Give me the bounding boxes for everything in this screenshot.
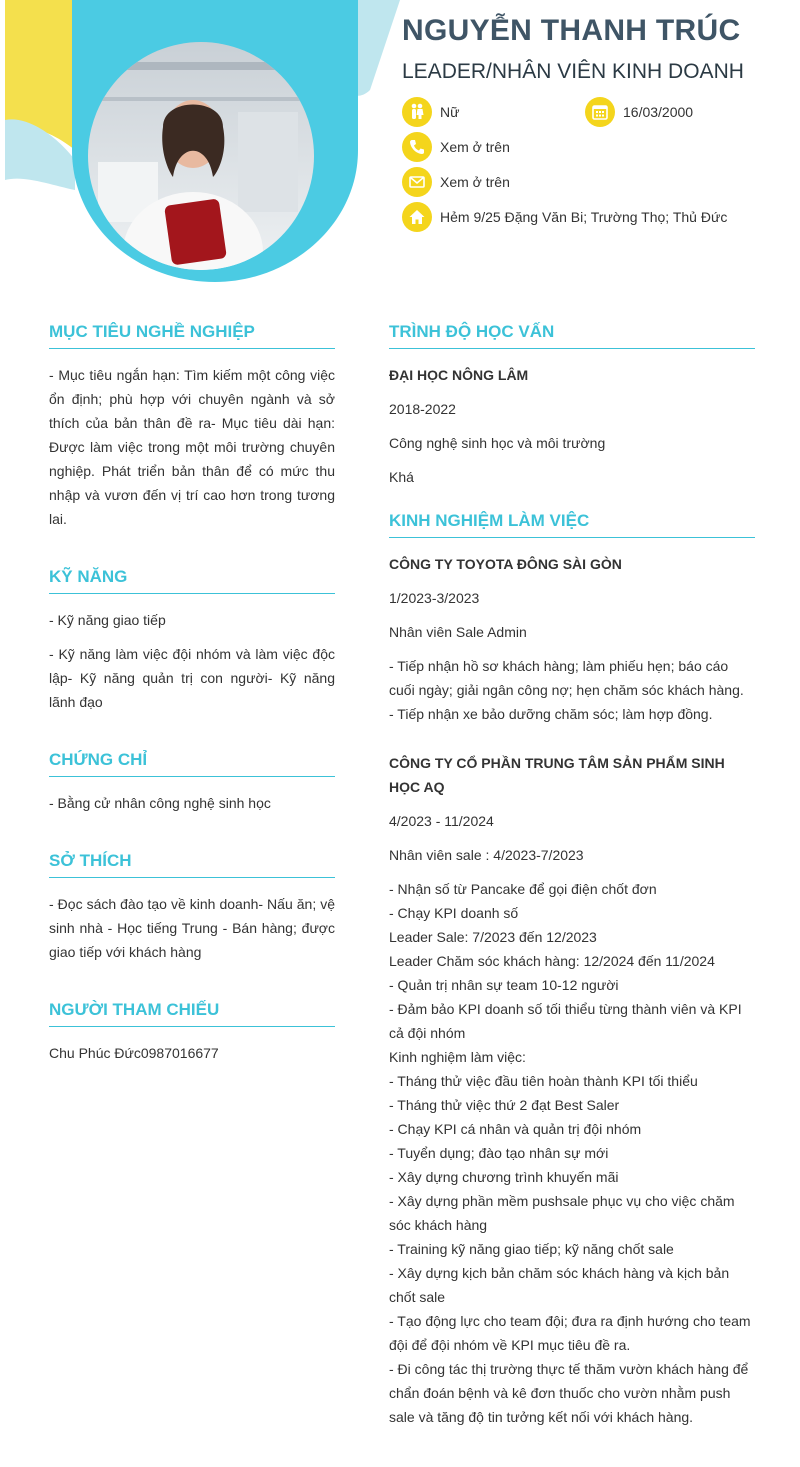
education-grade: Khá (389, 469, 414, 485)
job-detail: - Xây dựng chương trình khuyến mãi (389, 1169, 619, 1185)
hobbies-text: - Đọc sách đào tạo về kinh doanh- Nấu ăn; vệ sinh nhà - Học tiếng Trung - Bán hàng; được giao tiếp với khách hàng (49, 896, 335, 960)
job-detail: - Chạy KPI cá nhân và quản trị đội nhóm (389, 1121, 642, 1137)
email-value: Xem ở trên (440, 174, 510, 190)
objective-section (49, 322, 335, 531)
job-detail: - Tháng thử việc đầu tiên hoàn thành KPI tối thiểu (389, 1073, 698, 1089)
skill-item: - Kỹ năng giao tiếp (49, 612, 166, 628)
job-detail: - Đảm bảo KPI doanh số tối thiểu từng thành viên và KPI cả đội nhóm (389, 1001, 742, 1041)
job-detail: - Tháng thử việc thứ 2 đạt Best Saler (389, 1097, 620, 1113)
skill-item: - Kỹ năng làm việc đội nhóm và làm việc độc lập- Kỹ năng quản trị con người- Kỹ năng lãnh đạo (49, 646, 335, 710)
gender-value: Nữ (440, 104, 460, 120)
email-row (402, 167, 510, 197)
job-detail: Kinh nghiệm làm việc: (389, 1049, 526, 1065)
certificates-section (49, 750, 335, 815)
objective-text: - Mục tiêu ngắn hạn: Tìm kiếm một công việc ổn định; phù hợp với chuyên ngành và sở thích của bản thân đề ra- Mục tiêu dài hạn: Được làm việc trong một môi trường chuyên nghiệp. Phát triển bản thân để có mức thu nhập và vươn đến vị trí cao hơn trong tương lai. (49, 367, 335, 527)
hobbies-heading: SỞ THÍCH (49, 851, 335, 878)
references-text: Chu Phúc Đức0987016677 (49, 1045, 219, 1061)
job-company: CÔNG TY CỔ PHẦN TRUNG TÂM SẢN PHẨM SINH HỌC AQ (389, 755, 725, 795)
job-company: CÔNG TY TOYOTA ĐÔNG SÀI GÒN (389, 556, 622, 572)
gender-row (402, 97, 459, 127)
calendar-icon (585, 97, 615, 127)
job-entry (389, 751, 755, 1429)
address-value: Hẻm 9/25 Đặng Văn Bi; Trường Thọ; Thủ Đức (440, 209, 728, 225)
skills-heading: KỸ NĂNG (49, 567, 335, 594)
phone-icon (402, 132, 432, 162)
job-detail: - Xây dựng kịch bản chăm sóc khách hàng và kịch bản chốt sale (389, 1265, 730, 1305)
education-section (389, 322, 755, 489)
mail-icon (402, 167, 432, 197)
candidate-name: NGUYỄN THANH TRÚC (402, 14, 741, 47)
job-detail: Leader Sale: 7/2023 đến 12/2023 (389, 929, 597, 945)
gender-icon (402, 97, 432, 127)
job-detail: - Đi công tác thị trường thực tế thăm vườn khách hàng để chẩn đoán bệnh và kê đơn thuốc cho vườn nhằm push sale và tăng độ tin tưởng kết nối với khách hàng. (389, 1361, 749, 1425)
job-detail: - Quản trị nhân sự team 10-12 người (389, 977, 619, 993)
job-period: 1/2023-3/2023 (389, 590, 480, 606)
skills-section (49, 567, 335, 714)
objective-heading: MỤC TIÊU NGHỀ NGHIỆP (49, 322, 335, 349)
experience-heading: KINH NGHIỆM LÀM VIỆC (389, 511, 755, 538)
job-role: Nhân viên sale : 4/2023-7/2023 (389, 847, 584, 863)
hobbies-section (49, 851, 335, 964)
job-detail: - Chạy KPI doanh số (389, 905, 519, 921)
birthday-value: 16/03/2000 (623, 104, 694, 120)
education-period: 2018-2022 (389, 401, 456, 417)
birthday-row (585, 97, 693, 127)
phone-value: Xem ở trên (440, 139, 510, 155)
home-icon (402, 202, 432, 232)
phone-row (402, 132, 510, 162)
job-detail: Leader Chăm sóc khách hàng: 12/2024 đến 11/2024 (389, 953, 715, 969)
certificates-heading: CHỨNG CHỈ (49, 750, 335, 777)
education-heading: TRÌNH ĐỘ HỌC VẤN (389, 322, 755, 349)
address-row (402, 202, 727, 232)
job-detail: - Tiếp nhận xe bảo dưỡng chăm sóc; làm hợp đồng. (389, 706, 713, 722)
job-detail: - Nhận số từ Pancake để gọi điện chốt đơn (389, 881, 657, 897)
job-detail: - Xây dựng phần mềm pushsale phục vụ cho việc chăm sóc khách hàng (389, 1193, 735, 1233)
education-major: Công nghệ sinh học và môi trường (389, 435, 606, 451)
job-entry (389, 552, 755, 726)
candidate-position: LEADER/NHÂN VIÊN KINH DOANH (402, 60, 744, 83)
left-column (49, 322, 335, 1087)
certificate-item: - Bằng cử nhân công nghệ sinh học (49, 795, 271, 811)
experience-section (389, 511, 755, 1429)
education-school: ĐẠI HỌC NÔNG LÂM (389, 367, 529, 383)
job-detail: - Tuyển dụng; đào tạo nhân sự mới (389, 1145, 609, 1161)
references-section (49, 1000, 335, 1065)
job-detail: - Tiếp nhận hồ sơ khách hàng; làm phiếu hẹn; báo cáo cuối ngày; giải ngân công nợ; hẹn chăm sóc khách hàng. (389, 658, 744, 698)
job-detail: - Tạo động lực cho team đội; đưa ra định hướng cho team đội để đội nhóm về KPI mục tiêu đề ra. (389, 1313, 751, 1353)
job-detail: - Training kỹ năng giao tiếp; kỹ năng chốt sale (389, 1241, 674, 1257)
job-role: Nhân viên Sale Admin (389, 624, 527, 640)
profile-photo (88, 42, 314, 270)
references-heading: NGƯỜI THAM CHIẾU (49, 1000, 335, 1027)
job-period: 4/2023 - 11/2024 (389, 813, 494, 829)
right-column (389, 322, 755, 1451)
